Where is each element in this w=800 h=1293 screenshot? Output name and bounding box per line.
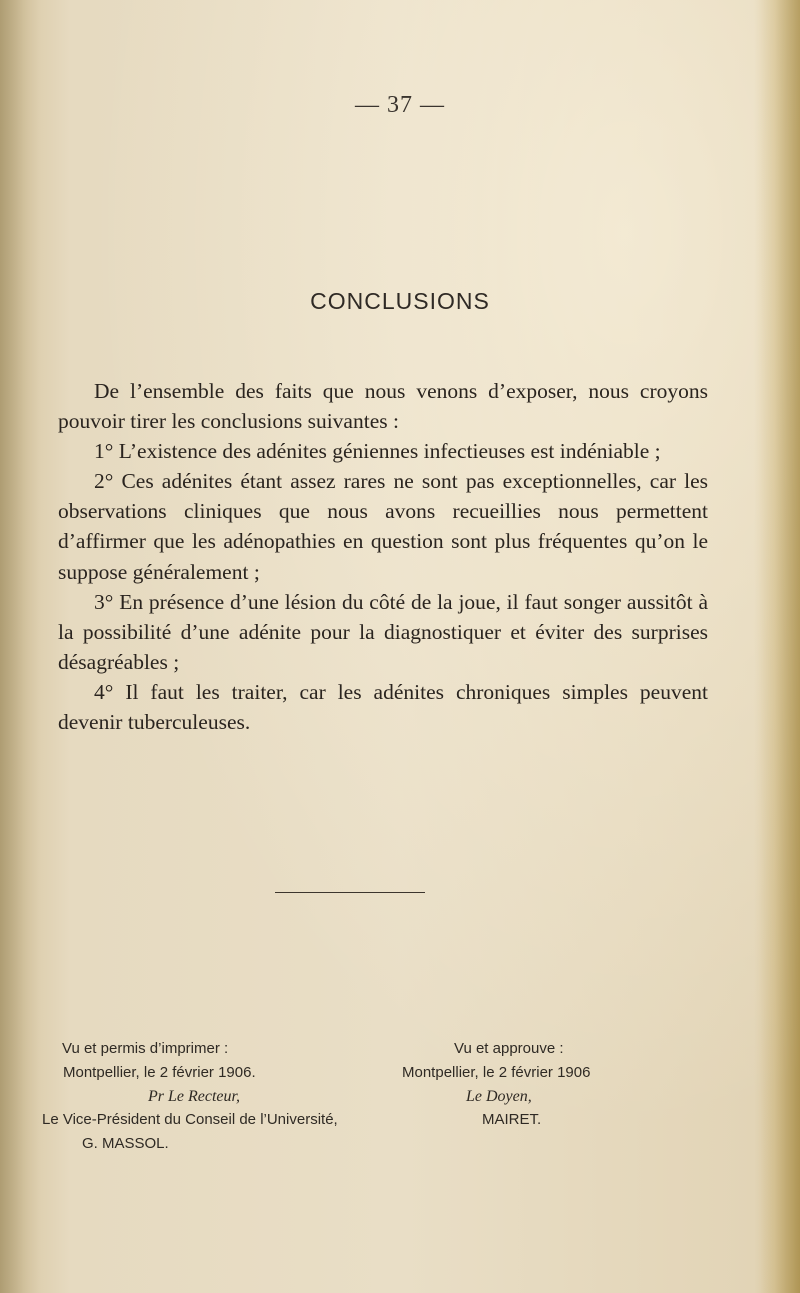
page-edge-right bbox=[754, 0, 800, 1293]
imprimatur-line: Vu et permis d’imprimer : bbox=[62, 1040, 229, 1057]
conclusion-item-4: 4° Il faut les traiter, car les adénites chroniques simples peuvent devenir tuberculeuses. bbox=[58, 679, 708, 735]
page-edge-left bbox=[0, 0, 40, 1293]
imprimatur-date: Montpellier, le 2 février 1906. bbox=[63, 1063, 256, 1081]
separator-rule bbox=[275, 892, 425, 893]
intro-paragraph: De l’ensemble des faits que nous venons d’exposer, nous croyons pouvoir tirer les conclusions suivantes : bbox=[58, 379, 708, 434]
rector-title: Pr Le Recteur, bbox=[148, 1087, 240, 1105]
conclusion-item-1: 1° L’existence des adénites géniennes infectieuses est indéniable ; bbox=[94, 439, 661, 464]
imprimatur-block bbox=[42, 1037, 402, 1156]
conclusion-item-3: 3° En présence d’une lésion du côté de la joue, il faut songer aussitôt à la possibilité d’une adénite pour la diagnostiquer et éviter des surprises désagréables ; bbox=[58, 589, 708, 674]
page-number: — 37 — bbox=[355, 92, 445, 118]
rector-name: G. MASSOL. bbox=[82, 1135, 169, 1153]
dean-name: MAIRET. bbox=[482, 1111, 542, 1129]
conclusion-item-2: 2° Ces adénites étant assez rares ne sont pas exceptionnelles, car les observations cliniques que nous avons recueillies nous permettent d’affirmer que les adénopathies en question sont plus fréquentes qu’on le suppose généralement ; bbox=[58, 469, 708, 584]
approval-date: Montpellier, le 2 février 1906 bbox=[402, 1063, 591, 1081]
vice-president-title: Le Vice-Président du Conseil de l’Université, bbox=[42, 1111, 338, 1129]
conclusions-body bbox=[58, 376, 708, 737]
section-heading: CONCLUSIONS bbox=[310, 288, 490, 314]
approval-line: Vu et approuve : bbox=[454, 1040, 564, 1057]
approval-block bbox=[402, 1037, 702, 1132]
dean-title: Le Doyen, bbox=[466, 1087, 532, 1105]
